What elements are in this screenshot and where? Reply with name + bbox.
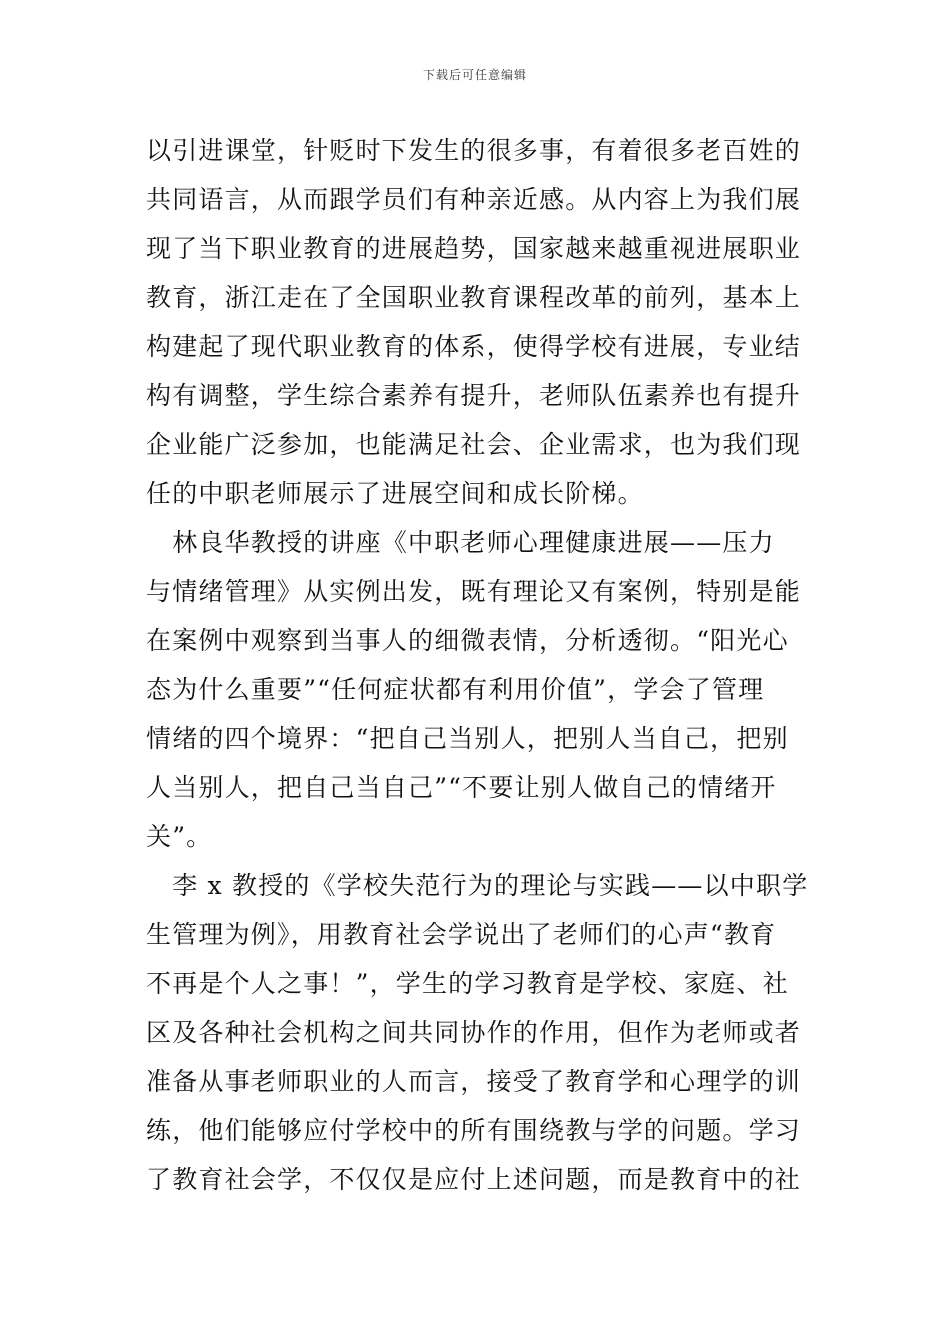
text-line: 构建起了现代职业教育的体系，使得学校有进展，专业结 [146, 332, 802, 361]
paragraph-2 [146, 518, 826, 861]
text-line: 共同语言，从而跟学员们有种亲近感。从内容上为我们展 [146, 185, 802, 214]
paragraph-3 [146, 861, 826, 1204]
text-line: 不再是个人之事！”，学生的学习教育是学校、家庭、社 [146, 969, 789, 998]
text-line: 以引进课堂，针贬时下发生的很多事，有着很多老百姓的 [146, 136, 802, 165]
text-line: 构有调整，学生综合素养有提升，老师队伍素养也有提升 [146, 381, 802, 410]
text-line: 在案例中观察到当事人的细微表情，分析透彻。“阳光心 [146, 626, 789, 655]
text-line: 情绪的四个境界：“把自己当别人，把别人当自己，把别 [146, 724, 789, 753]
text-line: 现了当下职业教育的进展趋势，国家越来越重视进展职业 [146, 234, 802, 263]
text-line: 练，他们能够应付学校中的所有围绕教与学的问题。学习 [146, 1116, 802, 1145]
text-line: 准备从事老师职业的人而言，接受了教育学和心理学的训 [146, 1067, 802, 1096]
text-line: 林良华教授的讲座《中职老师心理健康进展——压力 [146, 528, 775, 557]
text-line: 了教育社会学，不仅仅是应付上述问题，而是教育中的社 [146, 1165, 802, 1194]
text-line: 企业能广泛参加，也能满足社会、企业需求，也为我们现 [146, 430, 802, 459]
page-header: 下载后可任意编辑 [422, 68, 527, 82]
text-line: 与情绪管理》从实例出发，既有理论又有案例，特别是能 [146, 577, 802, 606]
text-line: 人当别人，把自己当自己”“不要让别人做自己的情绪开 [146, 773, 777, 802]
text-line: 教育，浙江走在了全国职业教育课程改革的前列，基本上 [146, 283, 802, 312]
document-body [146, 126, 826, 1204]
text-line: 关”。 [146, 822, 213, 851]
text-line: 生管理为例》，用教育社会学说出了老师们的心声“教育 [146, 920, 777, 949]
text-line: 区及各种社会机构之间共同协作的作用，但作为老师或者 [146, 1018, 802, 1047]
paragraph-1 [146, 126, 826, 518]
text-line: 态为什么重要”“任何症状都有利用价值”，学会了管理 [146, 675, 765, 704]
text-line: 李 x 教授的《学校失范行为的理论与实践——以中职学 [146, 871, 809, 900]
text-line: 任的中职老师展示了进展空间和成长阶梯。 [146, 479, 644, 508]
